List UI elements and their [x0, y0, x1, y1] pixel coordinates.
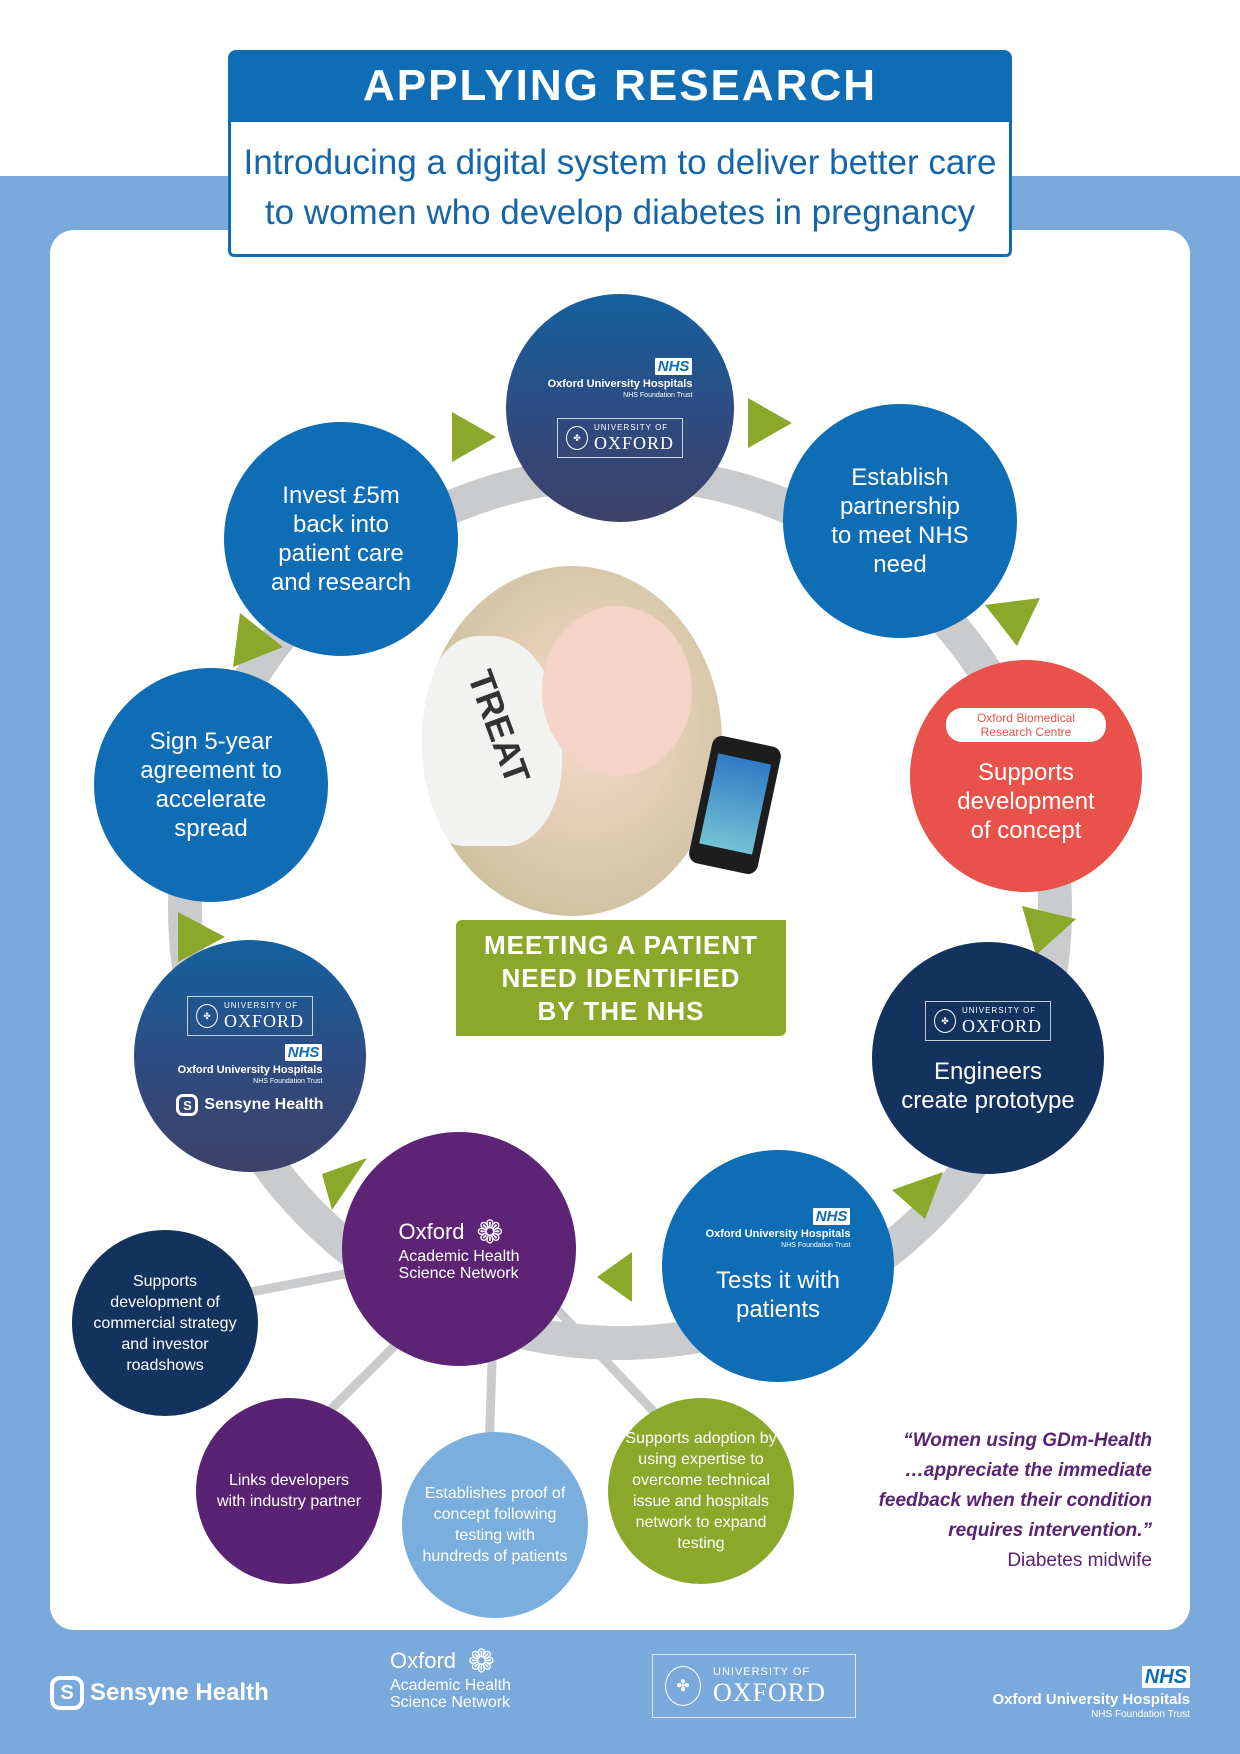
circle-establish [783, 404, 1017, 638]
ahsn-logo [399, 1216, 520, 1282]
arrow-icon [597, 1252, 632, 1302]
footer-oxford-big: OXFORD [713, 1678, 826, 1707]
adoption-text: Supports adoption by using expertise to overcome technical issue and hospitals network to expand testing [625, 1430, 777, 1552]
center-line-3: BY THE NHS [537, 995, 705, 1026]
footer-nhs-badge: NHS [1142, 1666, 1190, 1688]
brc-label: Oxford Biomedical Research Centre [946, 708, 1106, 742]
nhs-name: Oxford University Hospitals [547, 378, 693, 390]
circle-engineers [872, 942, 1104, 1174]
nhs-badge: NHS [813, 1208, 851, 1225]
footer-sensyne-logo [50, 1676, 269, 1710]
oxford-logo [187, 996, 313, 1036]
circle-proof [402, 1432, 588, 1618]
photo-face [542, 606, 692, 776]
nhs-name: Oxford University Hospitals [177, 1064, 323, 1076]
ahsn-line-2: Academic Health [398, 1248, 520, 1265]
footer-nhs-name: Oxford University Hospitals [992, 1691, 1190, 1708]
nhs-trust: NHS Foundation Trust [253, 1078, 323, 1085]
oxford-small: UNIVERSITY OF [593, 423, 669, 432]
arrow-icon [452, 412, 496, 462]
quote-line-1: “Women using GDm-Health [903, 1430, 1152, 1451]
establish-text: Establish partnership to meet NHS need [831, 464, 969, 578]
sensyne-name: Sensyne Health [204, 1096, 324, 1113]
footer-sensyne-name: Sensyne Health [90, 1679, 269, 1706]
ahsn-line-1: Oxford [398, 1219, 465, 1244]
oxford-crest-icon: ✤ [196, 1004, 218, 1028]
quote-line-2: …appreciate the immediate [904, 1460, 1152, 1481]
baby-photo [422, 566, 722, 916]
circle-partners [134, 940, 366, 1172]
sensyne-logo [176, 1094, 323, 1116]
circle-oxford-nhs [506, 294, 734, 522]
ahsn-flower-icon: ❁ [476, 1214, 504, 1250]
circle-strategy [72, 1230, 258, 1416]
footer-oxford-small: UNIVERSITY OF [713, 1666, 811, 1678]
center-line-1: MEETING A PATIENT [483, 929, 759, 960]
oxford-logo [557, 418, 683, 458]
circle-invest [224, 422, 458, 656]
oxford-logo [925, 1001, 1051, 1041]
nhs-name: Oxford University Hospitals [705, 1228, 851, 1240]
nhs-logo [548, 358, 693, 400]
photo-shirt [422, 636, 562, 846]
center-banner [456, 920, 786, 1036]
arrow-icon [985, 598, 1040, 646]
engineers-text: Engineers create prototype [901, 1058, 1075, 1114]
supports-text: Supports development of concept [957, 758, 1095, 844]
circle-sign [94, 668, 328, 902]
proof-text: Establishes proof of concept following testing with hundreds of patients [422, 1485, 568, 1565]
circle-tests [662, 1150, 894, 1382]
footer-ahsn-line-1: Oxford [390, 1648, 457, 1673]
nhs-badge: NHS [285, 1044, 323, 1061]
testimonial-quote [879, 1426, 1152, 1576]
photo-shirt-text: TREAT [459, 664, 539, 789]
subtitle-line-2: to women who develop diabetes in pregnancy [264, 193, 976, 232]
ahsn-flower-icon: ❁ [468, 1643, 495, 1679]
sensyne-icon: S [50, 1676, 84, 1710]
oxford-big: OXFORD [593, 433, 674, 453]
center-line-2: NEED IDENTIFIED [501, 962, 741, 993]
footer-nhs-logo [992, 1666, 1190, 1721]
quote-attribution: Diabetes midwife [1007, 1550, 1152, 1571]
circle-adoption [608, 1398, 794, 1584]
circle-links [196, 1398, 382, 1584]
sign-text: Sign 5-year agreement to accelerate spread [140, 728, 282, 842]
footer-ahsn-line-3: Science Network [390, 1694, 511, 1711]
tests-text: Tests it with patients [715, 1267, 841, 1323]
nhs-badge: NHS [655, 358, 693, 375]
quote-line-4: requires intervention.” [948, 1520, 1152, 1541]
subtitle-line-1: Introducing a digital system to deliver better care [243, 143, 997, 182]
footer-oxford-logo [652, 1654, 856, 1718]
nhs-trust: NHS Foundation Trust [623, 392, 693, 399]
strategy-text: Supports development of commercial strategy and investor roadshows [93, 1272, 237, 1374]
footer-ahsn-logo [390, 1645, 511, 1711]
nhs-logo [706, 1208, 851, 1250]
page-title: APPLYING RESEARCH [362, 61, 878, 110]
oxford-small: UNIVERSITY OF [223, 1001, 299, 1010]
circle-brc [910, 660, 1142, 892]
circle-ahsn [342, 1132, 576, 1366]
sensyne-icon: S [176, 1094, 198, 1116]
footer-ahsn-line-2: Academic Health [390, 1677, 511, 1694]
oxford-small: UNIVERSITY OF [961, 1006, 1037, 1015]
nhs-trust: NHS Foundation Trust [781, 1242, 851, 1249]
oxford-big: OXFORD [223, 1011, 304, 1031]
ahsn-line-3: Science Network [398, 1265, 519, 1282]
oxford-big: OXFORD [961, 1016, 1042, 1036]
links-text: Links developers with industry partner [216, 1472, 362, 1510]
footer-nhs-trust: NHS Foundation Trust [1091, 1709, 1190, 1720]
oxford-crest-icon: ✤ [934, 1009, 956, 1033]
arrow-icon [748, 398, 792, 448]
quote-line-3: feedback when their condition [878, 1490, 1152, 1511]
nhs-logo [178, 1044, 323, 1086]
oxford-crest-icon: ✤ [566, 426, 588, 450]
invest-text: Invest £5m back into patient care and research [270, 482, 412, 596]
oxford-crest-icon: ✤ [665, 1666, 701, 1706]
